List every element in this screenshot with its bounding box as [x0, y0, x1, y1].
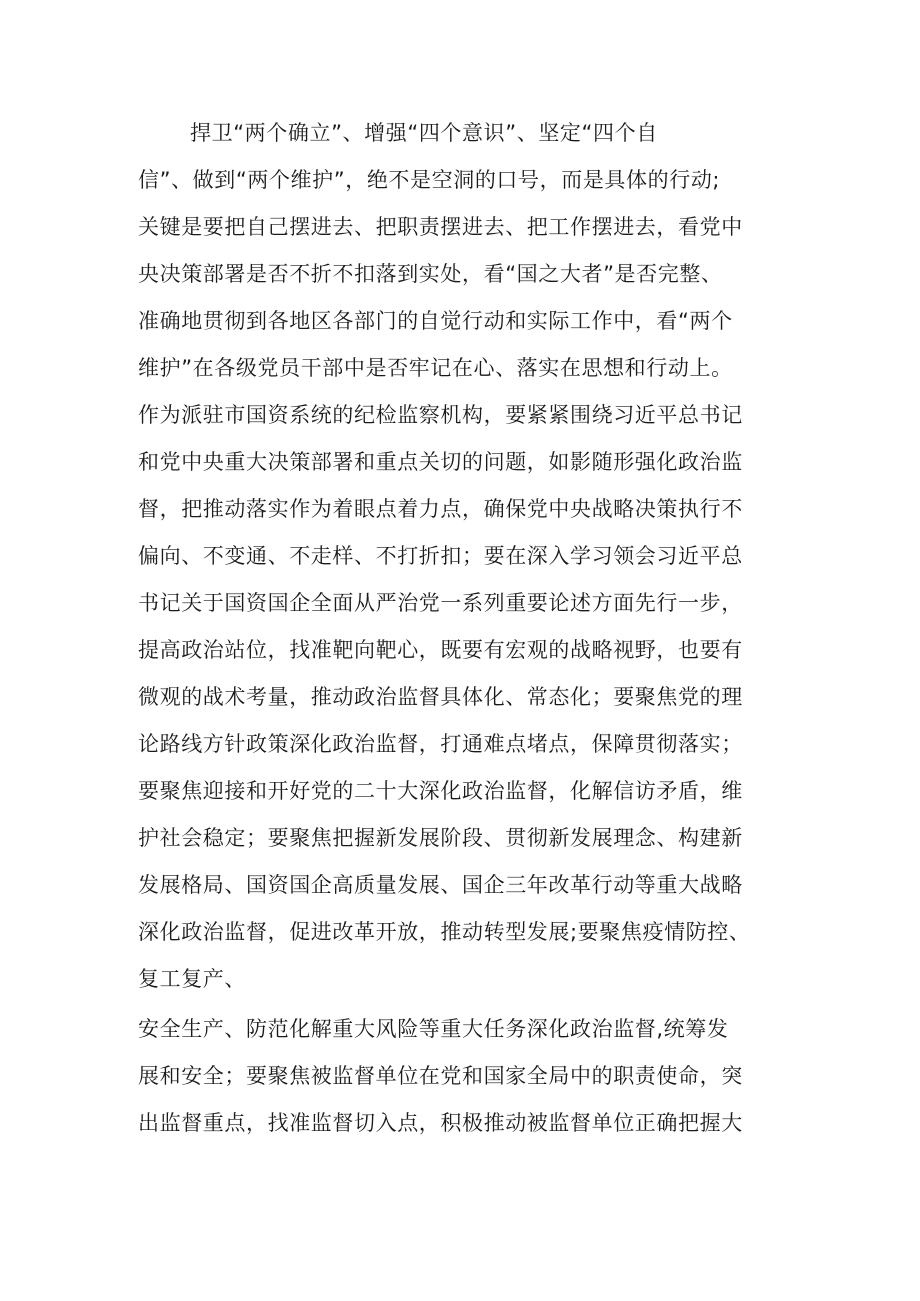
paragraph-line: 提高政治站位，找准靶向靶心，既要有宏观的战略视野，也要有 — [138, 638, 743, 662]
paragraph-line: 关键是要把自己摆进去、把职责摆进去、把工作摆进去，看党中 — [138, 215, 743, 239]
paragraph-line: 信”、做到“两个维护”，绝不是空洞的口号，而是具体的行动; — [138, 168, 721, 192]
paragraph-line: 发展格局、国资国企高质量发展、国企三年改革行动等重大战略 — [138, 873, 743, 897]
paragraph-line: 要聚焦迎接和开好党的二十大深化政治监督，化解信访矛盾，维 — [138, 779, 743, 803]
paragraph-line: 复工复产、 — [138, 967, 246, 991]
paragraph-line: 作为派驻市国资系统的纪检监察机构，要紧紧围绕习近平总书记 — [138, 403, 743, 427]
paragraph-line: 深化政治监督，促进改革开放，推动转型发展;要聚焦疫情防控、 — [138, 920, 751, 944]
paragraph-line: 督，把推动落实作为着眼点着力点，确保党中央战略决策执行不 — [138, 497, 743, 521]
paragraph-line: 和党中央重大决策部署和重点关切的问题，如影随形强化政治监 — [138, 450, 743, 474]
paragraph-line: 维护”在各级党员干部中是否牢记在心、落实在思想和行动上。 — [138, 356, 733, 380]
paragraph-line: 准确地贯彻到各地区各部门的自觉行动和实际工作中，看“两个 — [138, 309, 733, 333]
paragraph-line: 安全生产、防范化解重大风险等重大任务深化政治监督,统筹发 — [138, 1017, 729, 1041]
paragraph-line: 微观的战术考量，推动政治监督具体化、常态化；要聚焦党的理 — [138, 685, 743, 709]
paragraph-line: 书记关于国资国企全面从严治党一系列重要论述方面先行一步， — [138, 591, 743, 615]
paragraph-line: 展和安全；要聚焦被监督单位在党和国家全局中的职责使命，突 — [138, 1064, 743, 1088]
paragraph-line: 论路线方针政策深化政治监督，打通难点堵点，保障贯彻落实； — [138, 732, 743, 756]
paragraph-line: 偏向、不变通、不走样、不打折扣；要在深入学习领会习近平总 — [138, 544, 743, 568]
paragraph-line: 捍卫“两个确立”、增强“四个意识”、坚定“四个自 — [190, 121, 658, 145]
paragraph-line: 出监督重点，找准监督切入点，积极推动被监督单位正确把握大 — [138, 1111, 743, 1135]
paragraph-line: 护社会稳定；要聚焦把握新发展阶段、贯彻新发展理念、构建新 — [138, 826, 743, 850]
paragraph-line: 央决策部署是否不折不扣落到实处，看“国之大者”是否完整、 — [138, 262, 723, 286]
